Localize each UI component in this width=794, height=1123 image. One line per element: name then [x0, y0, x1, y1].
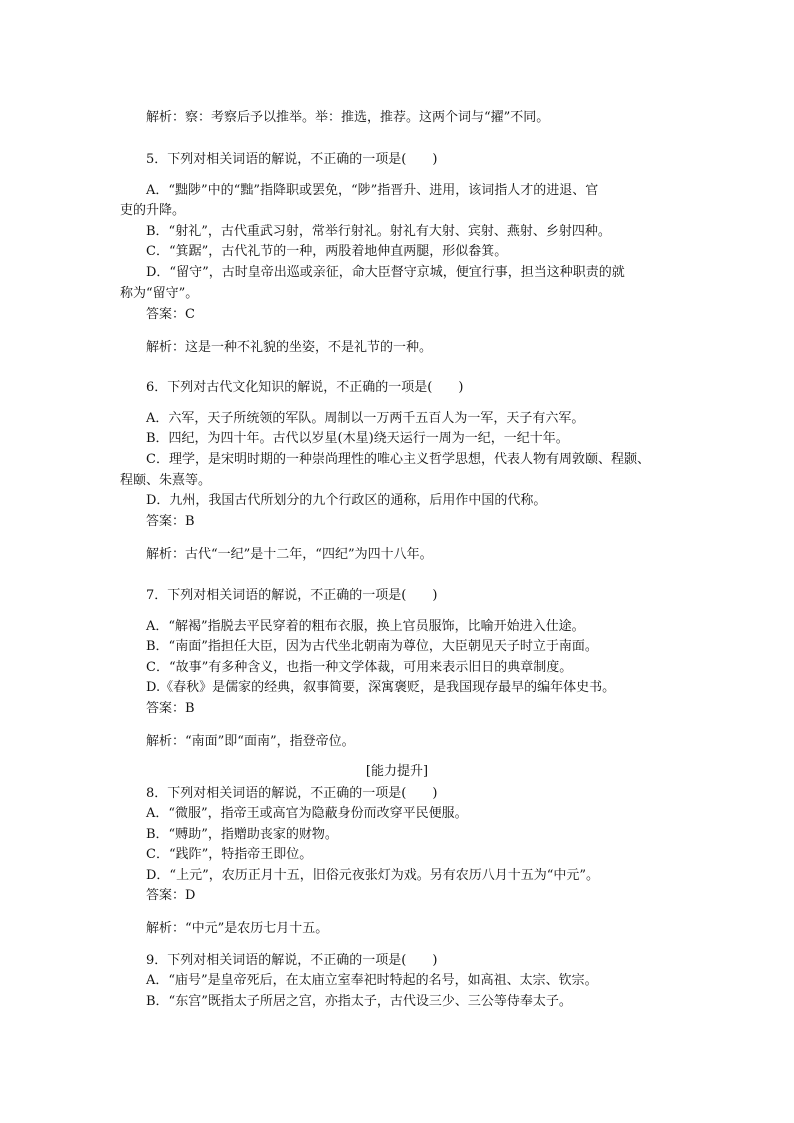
question-6-option-b: B．四纪，为四十年。古代以岁星(木星)绕天运行一周为一纪，一纪十年。	[146, 431, 569, 446]
question-5-answer: 答案：C	[146, 307, 195, 322]
question-5-option-a: A．“黜陟”中的“黜”指降职或罢免，“陟”指晋升、进用，该词指人才的进退、官	[146, 183, 599, 198]
question-7-stem: 7．下列对相关词语的解说，不正确的一项是( )	[146, 588, 438, 603]
question-5-option-d-cont: 称为“留守”。	[120, 286, 199, 301]
question-7-explanation: 解析：“南面”即“面南”，指登帝位。	[146, 734, 355, 749]
question-6-stem: 6．下列对古代文化知识的解说，不正确的一项是( )	[146, 380, 464, 395]
question-5-option-b: B．“射礼”，古代重武习射，常举行射礼。射礼有大射、宾射、燕射、乡射四种。	[146, 224, 611, 239]
question-9-option-b: B．“东宫”既指太子所居之宫，亦指太子，古代设三少、三公等侍奉太子。	[146, 994, 572, 1009]
question-9-option-a: A．“庙号”是皇帝死后，在太庙立室奉祀时特起的名号，如高祖、太宗、钦宗。	[146, 973, 598, 988]
question-8-option-d: D．“上元”，农历正月十五，旧俗元夜张灯为戏。另有农历八月十五为“中元”。	[146, 868, 600, 883]
question-6-option-c-cont: 程颐、朱熹等。	[120, 473, 212, 488]
question-8-answer: 答案：D	[146, 888, 196, 903]
question-5-stem: 5．下列对相关词语的解说，不正确的一项是( )	[146, 152, 438, 167]
question-5-option-c: C．“箕踞”，古代礼节的一种，两股着地伸直两腿，形似畚箕。	[146, 244, 508, 259]
question-8-option-b: B．“赙助”，指赠助丧家的财物。	[146, 827, 338, 842]
question-5-option-d: D．“留守”，古时皇帝出巡或亲征，命大臣督守京城，便宜行事，担当这种职责的就	[146, 265, 625, 280]
question-7-option-a: A．“解褐”指脱去平民穿着的粗布衣服，换上官员服饰，比喻开始进入仕途。	[146, 619, 585, 634]
question-6-explanation: 解析：古代“一纪”是十二年，“四纪”为四十八年。	[146, 547, 433, 562]
question-6-option-c: C．理学，是宋明时期的一种崇尚理性的唯心主义哲学思想，代表人物有周敦颐、程颢、	[146, 452, 650, 467]
question-5-explanation: 解析：这是一种不礼貌的坐姿，不是礼节的一种。	[146, 340, 433, 355]
question-8-option-a: A．“微服”，指帝王或高官为隐蔽身份而改穿平民便服。	[146, 806, 468, 821]
question-8-option-c: C．“践阼”，特指帝王即位。	[146, 847, 313, 862]
explanation-text: 解析：察：考察后予以推举。举：推选，推荐。这两个词与“擢”不同。	[146, 110, 550, 125]
question-8-explanation: 解析：“中元”是农历七月十五。	[146, 921, 329, 936]
question-9-stem: 9．下列对相关词语的解说，不正确的一项是( )	[146, 953, 438, 968]
question-7-option-c: C．“故事”有多种含义，也指一种文学体裁，可用来表示旧日的典章制度。	[146, 660, 573, 675]
question-8-stem: 8．下列对相关词语的解说，不正确的一项是( )	[146, 786, 438, 801]
question-7-answer: 答案：B	[146, 701, 195, 716]
question-6-option-d: D．九州，我国古代所划分的九个行政区的通称，后用作中国的代称。	[146, 493, 547, 508]
question-6-option-a: A．六军，天子所统领的军队。周制以一万两千五百人为一军，天子有六军。	[146, 411, 585, 426]
section-heading: [能力提升]	[365, 764, 429, 779]
question-5-option-a-cont: 吏的升降。	[120, 203, 186, 218]
question-7-option-d: D.《春秋》是儒家的经典，叙事简要，深寓褒贬，是我国现存最早的编年体史书。	[146, 680, 616, 695]
question-6-answer: 答案：B	[146, 514, 195, 529]
question-7-option-b: B．“南面”指担任大臣，因为古代坐北朝南为尊位，大臣朝见天子时立于南面。	[146, 639, 598, 654]
